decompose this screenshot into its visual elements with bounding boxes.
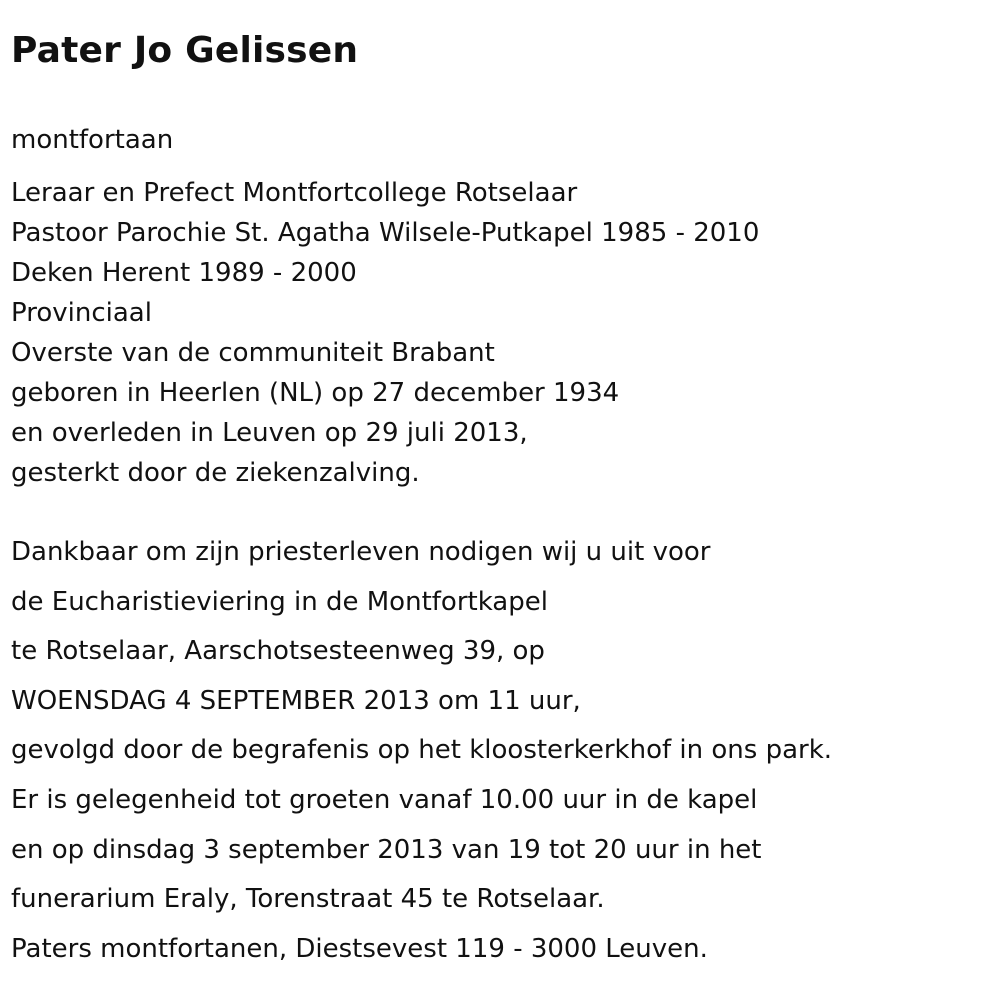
- bio-line: gesterkt door de ziekenzalving.: [11, 458, 420, 488]
- invitation-line: de Eucharistieviering in de Montfortkapel: [11, 586, 548, 617]
- bio-line: Leraar en Prefect Montfortcollege Rotselaar: [11, 178, 578, 208]
- bio-line: Pastoor Parochie St. Agatha Wilsele-Putkapel 1985 - 2010: [11, 218, 760, 248]
- invitation-line: Dankbaar om zijn priesterleven nodigen wij u uit voor: [11, 537, 711, 567]
- bio-line: geboren in Heerlen (NL) op 27 december 1934: [11, 378, 620, 408]
- invitation-line: te Rotselaar, Aarschotsesteenweg 39, op: [11, 636, 545, 667]
- subtitle: montfortaan: [11, 125, 174, 155]
- invitation-line: en op dinsdag 3 september 2013 van 19 tot 20 uur in het: [11, 834, 762, 865]
- invitation-line: Paters montfortanen, Diestsevest 119 - 3000 Leuven.: [11, 933, 708, 964]
- invitation-list: [11, 528, 832, 974]
- bio-line: Deken Herent 1989 - 2000: [11, 258, 357, 288]
- bio-line: Provinciaal: [11, 298, 152, 328]
- page-title: Pater Jo Gelissen: [11, 30, 359, 71]
- invitation-line: gevolgd door de begrafenis op het kloosterkerkhof in ons park.: [11, 735, 833, 766]
- bio-line: Overste van de communiteit Brabant: [11, 338, 495, 368]
- invitation-line: funerarium Eraly, Torenstraat 45 te Rotselaar.: [11, 884, 605, 915]
- biography-list: [11, 173, 759, 493]
- invitation-line: Er is gelegenheid tot groeten vanaf 10.00 uur in de kapel: [11, 784, 758, 815]
- invitation-line: WOENSDAG 4 SEPTEMBER 2013 om 11 uur,: [11, 685, 581, 716]
- bio-line: en overleden in Leuven op 29 juli 2013,: [11, 418, 528, 448]
